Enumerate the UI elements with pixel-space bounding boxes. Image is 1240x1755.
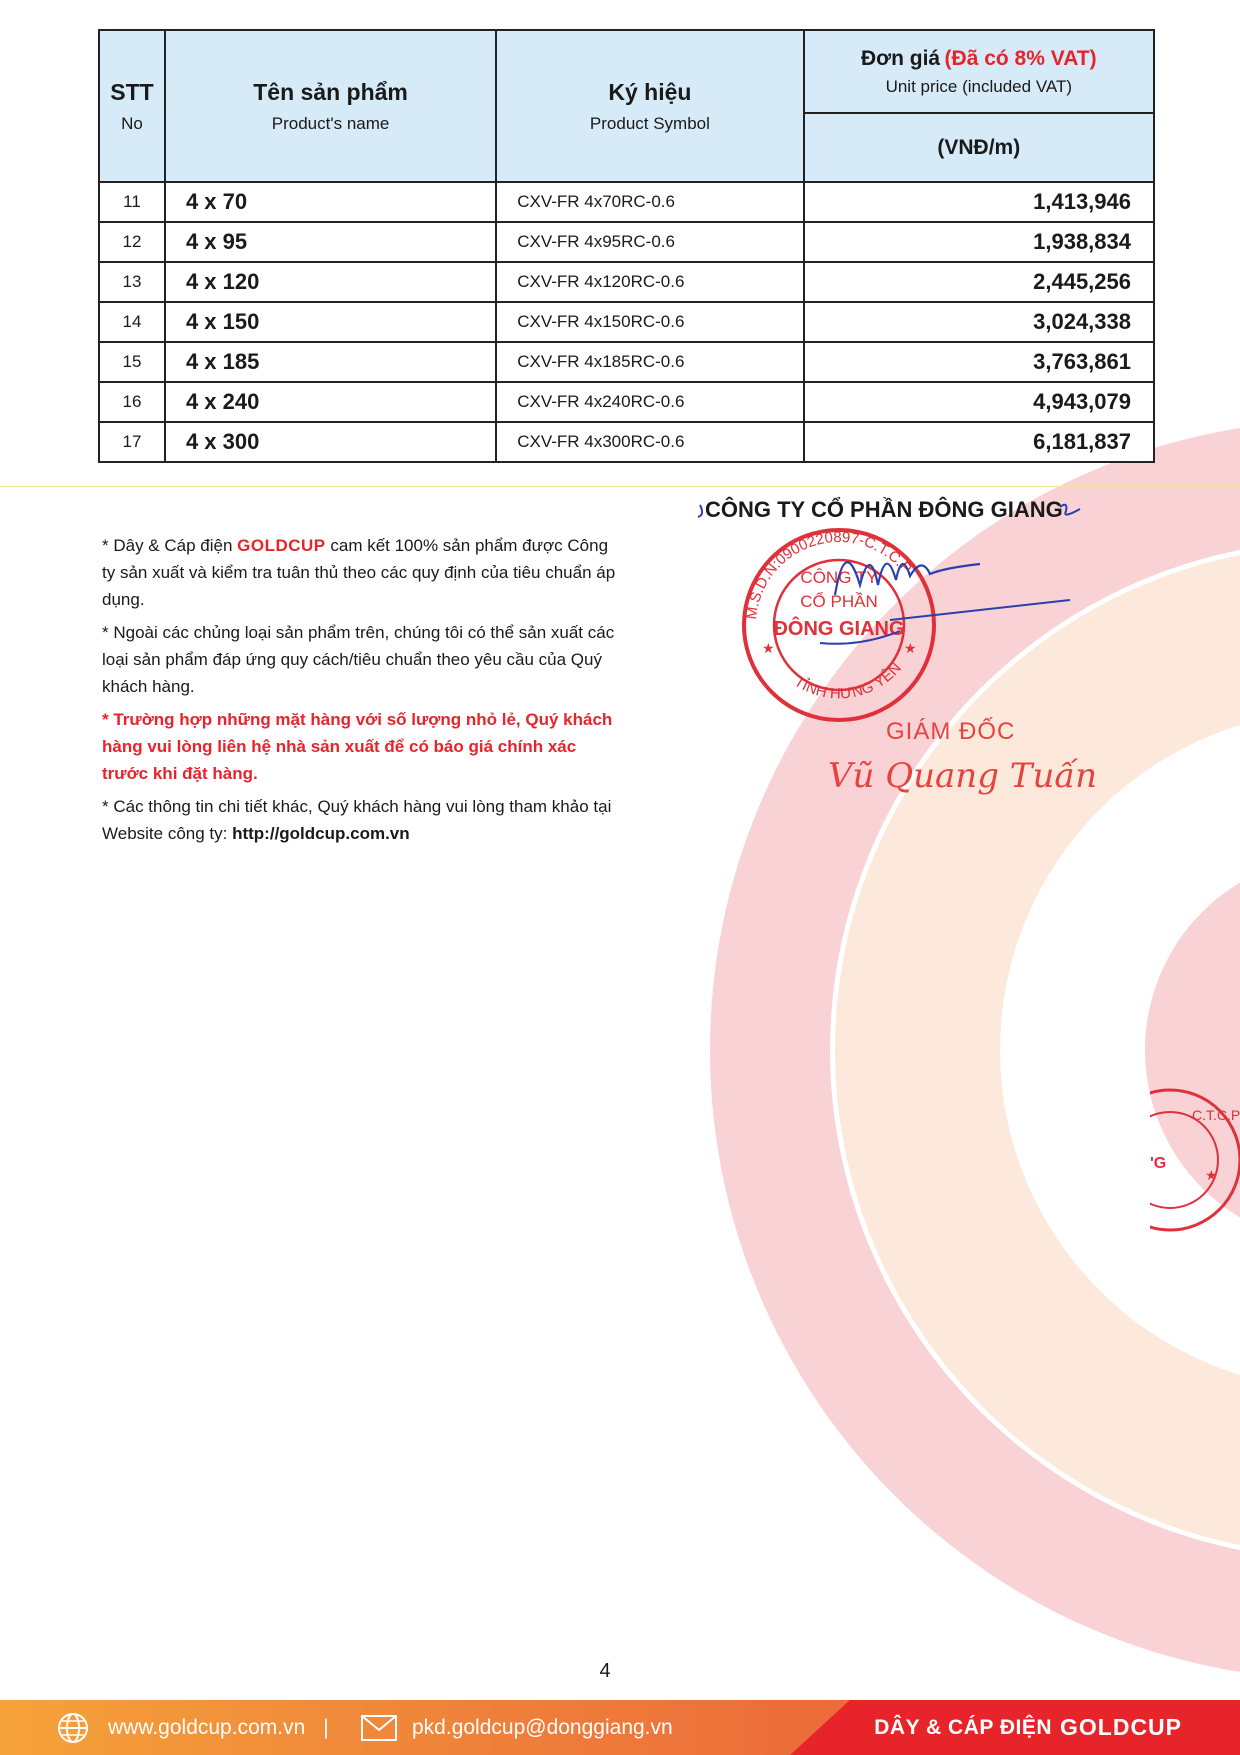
footer-tagline-pre: DÂY & CÁP ĐIỆN [874,1715,1052,1739]
cell-name: 4 x 150 [165,302,496,342]
cell-price: 3,024,338 [804,302,1154,342]
cell-price: 1,938,834 [804,222,1154,262]
note-custom-production: * Ngoài các chủng loại sản phẩm trên, chúng tôi có thể sản xuất các loại sản phẩm đáp ứng quy cách/tiêu chuẩn theo yêu cầu của Quý khách hàng. [102,623,615,696]
header-no [99,30,165,182]
header-no-sub: No [121,113,143,133]
mail-icon [360,1714,398,1742]
header-price-main: Đơn giá [860,46,941,70]
cell-name: 4 x 70 [165,182,496,222]
header-name [165,30,496,182]
table-row [99,182,1154,222]
svg-text:M.S.D.N:0900220897-C.T.C.P: M.S.D.N:0900220897-C.T.C.P [743,528,915,621]
cell-name: 4 x 240 [165,382,496,422]
partial-stamp [1150,1060,1240,1260]
footer-separator: | [323,1715,329,1739]
director-name: Vũ Quang Tuấn [828,756,1098,796]
header-price-sub: Unit price (included VAT) [885,76,1073,96]
cell-no: 12 [99,222,165,262]
footer-tagline [874,1700,1182,1755]
svg-text:CỔ PHẦN: CỔ PHẦN [800,592,878,611]
footer [0,1700,1240,1755]
notes-section [102,532,622,853]
header-price-unit-label: (VNĐ/m) [937,135,1021,159]
company-name: CÔNG TY CỔ PHẦN ĐÔNG GIANG [705,497,1063,522]
cell-name: 4 x 185 [165,342,496,382]
footer-website-text: www.goldcup.com.vn [108,1715,306,1739]
table-row [99,382,1154,422]
footer-email[interactable] [360,1700,673,1755]
cell-symbol: CXV-FR 4x150RC-0.6 [496,302,803,342]
director-title: GIÁM ĐỐC [886,718,1016,745]
cell-name: 4 x 300 [165,422,496,462]
header-symbol-sub: Product Symbol [589,113,710,133]
table-row [99,342,1154,382]
cell-price: 1,413,946 [804,182,1154,222]
handwritten-signature [690,495,1090,685]
svg-text:'G: 'G [1150,1155,1167,1172]
header-price-unit [804,113,1154,182]
note-commitment-pre: * Dây & Cáp điện [102,536,238,555]
cell-no: 15 [99,342,165,382]
svg-text:C.T.C.P: C.T.C.P [1192,1107,1240,1123]
note-small-quantity: * Trường hợp những mặt hàng với số lượng nhỏ lẻ, Quý khách hàng vui lòng liên hệ nhà sản xuất để có báo giá chính xác trước khi đặt hàng. [102,710,613,783]
cell-symbol: CXV-FR 4x95RC-0.6 [496,222,803,262]
cell-symbol: CXV-FR 4x240RC-0.6 [496,382,803,422]
cell-symbol: CXV-FR 4x185RC-0.6 [496,342,803,382]
cell-symbol: CXV-FR 4x70RC-0.6 [496,182,803,222]
cell-no: 11 [99,182,165,222]
footer-website[interactable] [56,1700,329,1755]
header-price [804,30,1154,113]
cell-no: 17 [99,422,165,462]
cell-no: 13 [99,262,165,302]
note-website [102,793,622,847]
page-number: 4 [599,1660,611,1682]
globe-icon [56,1711,90,1745]
price-table [98,29,1155,463]
cell-symbol: CXV-FR 4x120RC-0.6 [496,262,803,302]
table-row [99,302,1154,342]
svg-text:★: ★ [762,640,775,656]
header-symbol-main: Ký hiệu [608,78,692,105]
cell-no: 14 [99,302,165,342]
header-no-main: STT [110,78,154,105]
cell-no: 16 [99,382,165,422]
footer-tagline-brand: GOLDCUP [1060,1714,1182,1740]
header-name-sub: Product's name [271,113,390,133]
table-row [99,422,1154,462]
note-website-pre: * Các thông tin chi tiết khác, Quý khách hàng vui lòng tham khảo tại Website công ty: [102,797,612,843]
header-price-vat: (Đã có 8% VAT) [944,46,1097,70]
note-commitment [102,532,622,613]
header-symbol [496,30,803,182]
svg-text:★: ★ [1205,1167,1218,1183]
header-name-main: Tên sản phẩm [253,78,408,105]
cell-symbol: CXV-FR 4x300RC-0.6 [496,422,803,462]
cell-price: 2,445,256 [804,262,1154,302]
separator-line [0,486,1240,487]
cell-name: 4 x 95 [165,222,496,262]
svg-text:ĐÔNG GIANG: ĐÔNG GIANG [773,618,905,640]
cell-price: 3,763,861 [804,342,1154,382]
table-row [99,222,1154,262]
website-link[interactable]: http://goldcup.com.vn [232,824,410,843]
cell-price: 4,943,079 [804,382,1154,422]
goldcup-brand-text: GOLDCUP [237,536,326,555]
footer-email-text: pkd.goldcup@donggiang.vn [412,1715,673,1739]
svg-text:TỈNH HƯNG YÊN: TỈNH HƯNG YÊN [791,659,905,703]
cell-name: 4 x 120 [165,262,496,302]
cell-price: 6,181,837 [804,422,1154,462]
svg-text:CÔNG TY: CÔNG TY [800,568,878,587]
note-commitment-post: cam kết 100% sản phẩm được Công ty sản xuất và kiểm tra tuân thủ theo các quy định của tiêu chuẩn áp dụng. [102,536,616,609]
table-row [99,262,1154,302]
svg-text:★: ★ [904,640,917,656]
